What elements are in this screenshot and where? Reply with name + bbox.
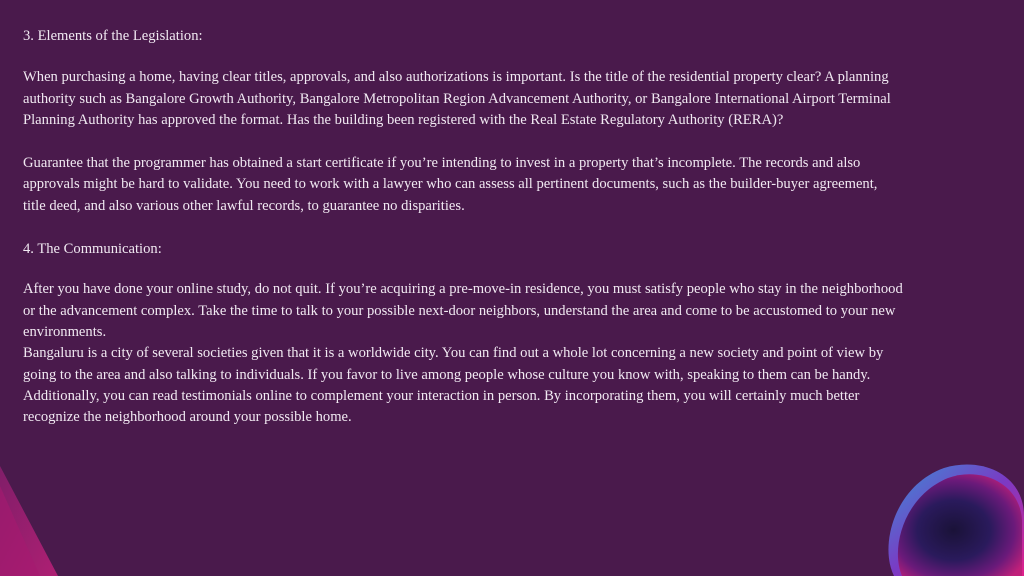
- slide-content: [23, 26, 903, 428]
- section-4-paragraph-1: After you have done your online study, do not quit. If you’re acquiring a pre-move-in residence, you must satisfy people who stay in the neighborhood or the advancement complex. Take the time to talk to your possible next-door neighbors, understand the area and come to be accustomed to your new environments.: [23, 281, 903, 340]
- section-3-paragraph-2: Guarantee that the programmer has obtained a start certificate if you’re intending to invest in a property that’s incomplete. The records and also approvals might be hard to validate. You need to work with a lawyer who can assess all pertinent documents, such as the builder-buyer agreement, title deed, and also various other lawful records, to guarantee no disparities.: [23, 155, 878, 214]
- section-3-heading: 3. Elements of the Legislation:: [23, 28, 203, 44]
- decorative-corner-triangle: [0, 466, 60, 576]
- section-4-paragraph-2: Bangaluru is a city of several societies given that it is a worldwide city. You can find out a whole lot concerning a new society and point of view by going to the area and also talking to individuals. If you favor to live among people whose culture you know with, speaking to them can be handy. Additionally, you can read testimonials online to complement your interaction in person. By incorporating them, you will certainly much better recognize the neighborhood around your possible home.: [23, 345, 884, 426]
- decorative-gradient-blob: [874, 456, 1024, 576]
- section-4-heading: 4. The Communication:: [23, 241, 162, 258]
- section-3-paragraph-1: When purchasing a home, having clear titles, approvals, and also authorizations is important. Is the title of the residential property clear? A planning authority such as Bangalore Growth Authority, Bangalore Metropolitan Region Advancement Authority, or Bangalore International Airport Terminal Planning Authority has approved the format. Has the building been registered with the Real Estate Regulatory Authority (RERA)?: [23, 69, 891, 128]
